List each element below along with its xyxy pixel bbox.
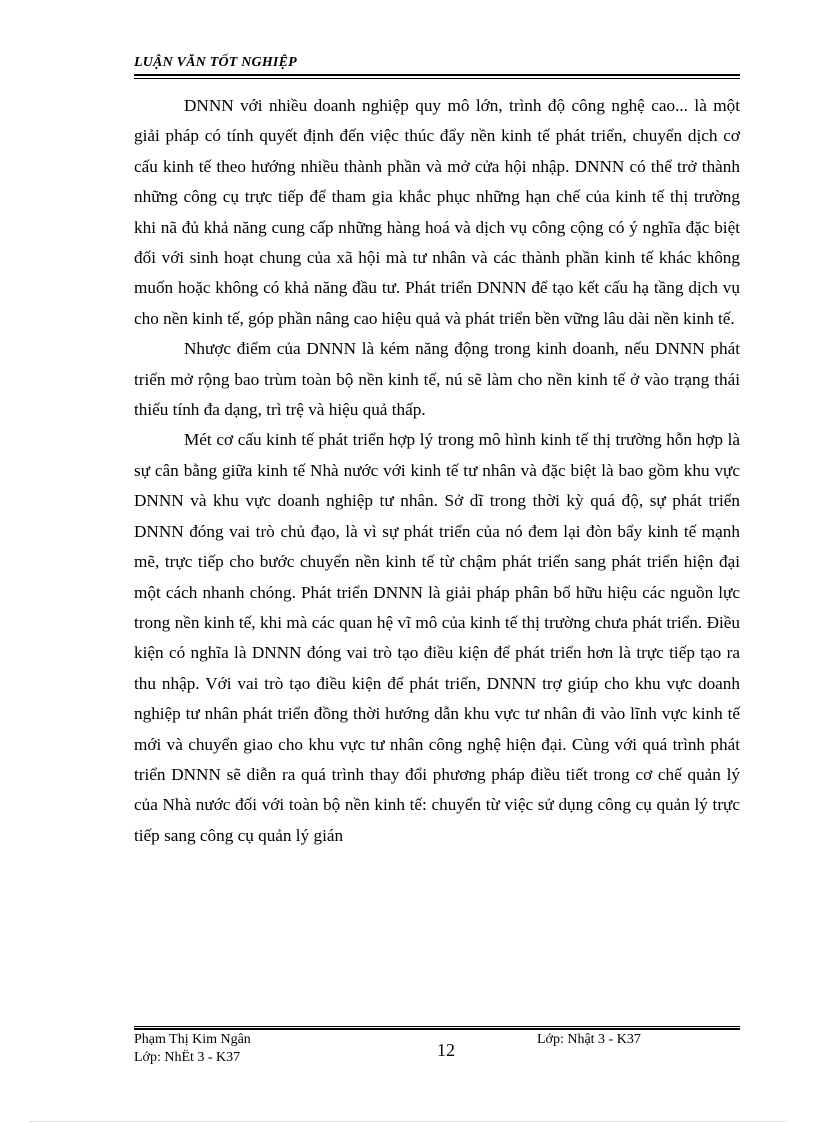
header-title: LUẬN VĂN TỐT NGHIỆP [134, 55, 297, 70]
header-rule-thick [134, 74, 740, 76]
footer-class-right: Lớp: Nhật 3 - K37 [537, 1032, 641, 1047]
footer-class-left: Lớp: NhËt 3 - K37 [134, 1050, 241, 1065]
footer-rule-thin [134, 1026, 740, 1027]
paragraph-2: Nhược điểm của DNNN là kém năng động trong kinh doanh, nếu DNNN phát triển mở rộng bao trùm toàn bộ nền kinh tế, nú sẽ làm cho nền kinh tế ở vào trạng thái thiếu tính đa dạng, trì trệ và hiệu quả thấp. [134, 339, 740, 420]
page-number: 12 [437, 1040, 455, 1060]
page-bottom-divider [30, 1121, 786, 1122]
header-rule-thin [134, 78, 740, 79]
paragraph-1: DNNN với nhiều doanh nghiệp quy mô lớn, trình độ công nghệ cao... là một giải pháp có tính quyết định đến việc thúc đẩy nền kinh tế phát triển, chuyển dịch cơ cấu kinh tế theo hướng nhiều thành phần và mở cửa hội nhập. DNNN có thể trở thành những công cụ trực tiếp để tham gia khắc phục những hạn chế của kinh tế thị trường khi nã đủ khả năng cung cấp những hàng hoá và dịch vụ công cộng có ý nghĩa đặc biệt đối với sinh hoạt chung của xã hội mà tư nhân và các thành phần kinh tế khác không muốn hoặc không có khả năng đầu tư. Phát triển DNNN để tạo kết cấu hạ tầng dịch vụ cho nền kinh tế, góp phần nâng cao hiệu quả và phát triển bền vững lâu dài nền kinh tế. [134, 96, 740, 328]
paragraph-3: Mét cơ cấu kinh tế phát triển hợp lý trong mô hình kinh tế thị trường hỗn hợp là sự cân bằng giữa kinh tế Nhà nước với kinh tế tư nhân và đặc biệt là bao gồm khu vực DNNN và khu vực doanh nghiệp tư nhân. Sở dĩ trong thời kỳ quá độ, sự phát triển DNNN đóng vai trò chủ đạo, là vì sự phát triển của nó đem lại đòn bẩy kinh tế mạnh mẽ, trực tiếp cho bước chuyển nền kinh tế từ chậm phát triển sang phát triển hiện đại một cách nhanh chóng. Phát triển DNNN là giải pháp phân bổ hữu hiệu các nguồn lực trong nền kinh tế, khi mà các quan hệ vĩ mô của kinh tế thị trường chưa phát triển. Điều kiện có nghĩa là DNNN đóng vai trò tạo điều kiện để phát triển hơn là trực tiếp tạo ra thu nhập. Với vai trò tạo điều kiện để phát triển, DNNN trợ giúp cho khu vực doanh nghiệp tư nhân phát triển đồng thời hướng dẫn khu vực tư nhân đi vào lĩnh vực kinh tế mới và chuyển giao cho khu vực tư nhân công nghệ hiện đại. Cùng với quá trình phát triển DNNN sẽ diễn ra quá trình thay đổi phương pháp điều tiết trong cơ chế quản lý của Nhà nước đối với toàn bộ nền kinh tế: chuyển từ việc sử dụng công cụ quản lý trực tiếp sang công cụ quản lý gián [134, 430, 740, 845]
footer-rule-thick [134, 1028, 740, 1030]
body-text [134, 91, 740, 851]
footer-author: Phạm Thị Kim Ngân [134, 1032, 251, 1047]
